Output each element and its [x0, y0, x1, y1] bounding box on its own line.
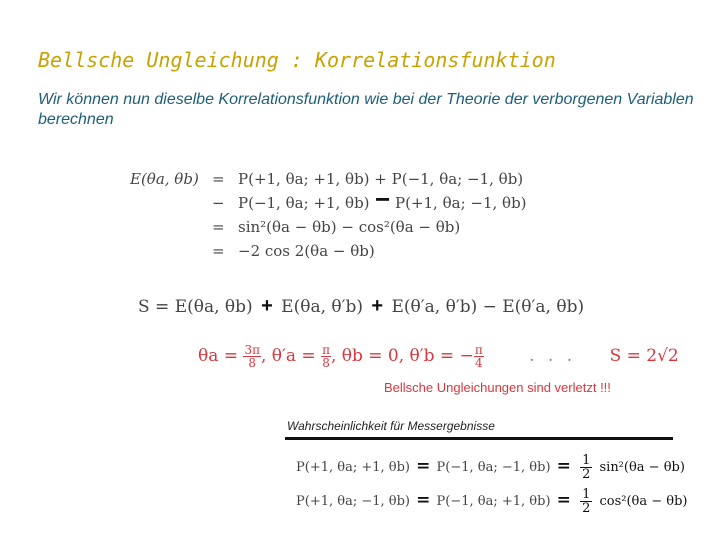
theta-b-prime-fraction	[474, 344, 484, 369]
prob-equals: =	[556, 456, 571, 476]
s-plus-1: +	[261, 295, 273, 317]
prob-mid: P(−1, θa; −1, θb)	[436, 460, 551, 475]
theta-a-prime-fraction	[321, 344, 331, 369]
s-result: S = 2√2	[609, 346, 679, 366]
emphasized-minus: −	[375, 184, 391, 214]
row-operator: =	[212, 242, 225, 260]
row-expression: P(+1, θa; +1, θb) + P(−1, θa; −1, θb)	[238, 170, 524, 188]
fraction-numerator: 1	[582, 453, 591, 468]
prob-equals: =	[416, 490, 431, 510]
slide-title: Bellsche Ungleichung : Korrelationsfunktion	[38, 48, 556, 72]
row-expression: sin²(θa − θb) − cos²(θa − θb)	[238, 218, 461, 236]
half-fraction	[580, 488, 592, 515]
prob-function: sin²(θa − θb)	[599, 460, 685, 475]
fraction-numerator: 1	[582, 487, 591, 502]
prob-lhs: P(+1, θa; −1, θb)	[296, 494, 410, 509]
s-plus-2: +	[371, 295, 384, 317]
probability-row-1	[296, 454, 685, 481]
s-part-3: E(θ′a, θ′b) − E(θ′a, θb)	[391, 297, 585, 317]
half-fraction	[580, 454, 592, 481]
theta-a-prime-label: , θ′a =	[260, 346, 316, 366]
prob-function: cos²(θa − θb)	[599, 494, 688, 509]
prob-equals: =	[556, 490, 571, 510]
row-operator: −	[212, 194, 225, 212]
s-part-1: S = E(θa, θb)	[138, 297, 253, 317]
violation-note: Bellsche Ungleichungen sind verletzt !!!	[384, 380, 611, 395]
ellipsis: . . .	[529, 346, 577, 366]
angle-choice	[198, 344, 679, 369]
row-operator: =	[212, 170, 225, 188]
prob-equals: =	[416, 456, 431, 476]
fraction-denominator: 2	[582, 467, 591, 482]
heading-rule	[285, 437, 673, 440]
row-operator: =	[212, 218, 225, 236]
theta-a-label: θa =	[198, 346, 239, 366]
correlation-lhs: E(θa, θb)	[130, 170, 199, 188]
slide-subtitle: Wir können nun dieselbe Korrelationsfunktion wie bei der Theorie der verborgenen Variablen berechnen	[38, 91, 694, 128]
theta-a-fraction	[243, 344, 261, 369]
row-expression: −2 cos 2(θa − θb)	[238, 242, 375, 260]
fraction-denominator: 2	[582, 501, 591, 516]
fraction-denominator: 8	[248, 356, 257, 370]
theta-b-label: , θb = 0, θ′b = −	[330, 346, 474, 366]
probability-heading: Wahrscheinlichkeit für Messergebnisse	[287, 419, 495, 433]
fraction-denominator: 4	[474, 356, 483, 370]
chsh-s-equation	[138, 295, 584, 318]
prob-lhs: P(+1, θa; +1, θb)	[296, 460, 410, 475]
fraction-numerator: 3π	[244, 343, 260, 357]
prob-mid: P(−1, θa; +1, θb)	[436, 494, 551, 509]
fraction-numerator: π	[322, 343, 330, 357]
probability-row-2	[296, 488, 688, 515]
s-part-2: E(θa, θ′b)	[281, 297, 364, 317]
row-expression-2: P(+1, θa; −1, θb)	[395, 194, 527, 212]
row-expression: P(−1, θa; +1, θb)	[238, 194, 370, 212]
fraction-denominator: 8	[322, 356, 330, 370]
fraction-numerator: π	[474, 343, 483, 357]
